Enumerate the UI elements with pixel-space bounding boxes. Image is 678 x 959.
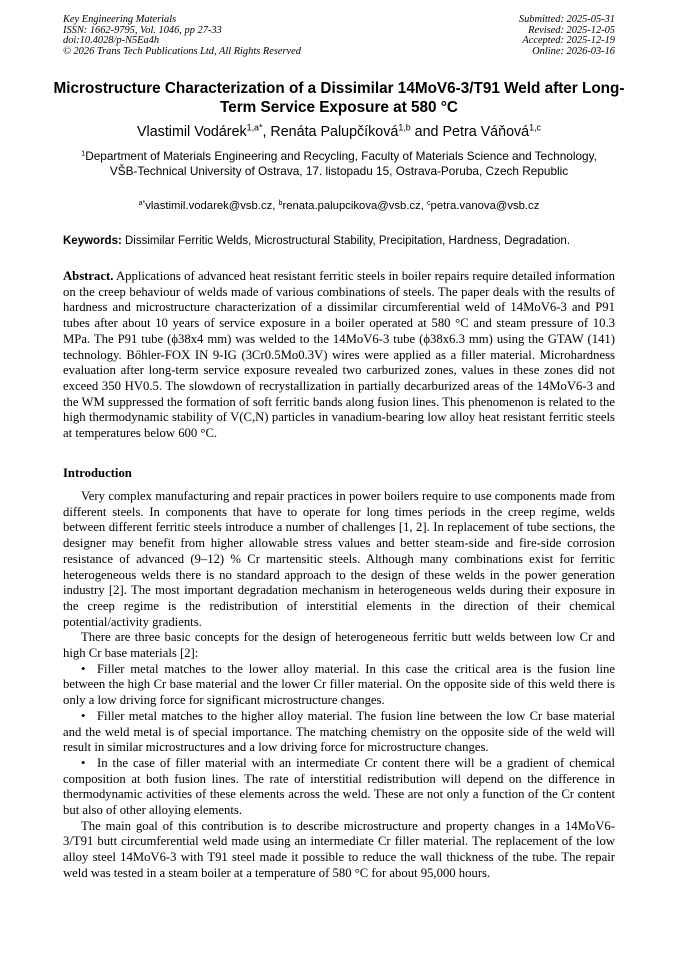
affiliation xyxy=(70,149,608,179)
abstract-text: Applications of advanced heat resistant ferritic steels in boiler repairs require detailed information on the creep behaviour of welds made of various combinations of steels. The paper deals with the results of hardness and microstructure characterization of a dissimilar circumferential weld of 14MoV6-3 and P91 tubes after about 10 years of service exposure in a boiler operated at 580 °C and steam pressure of 10.3 MPa. The P91 tube (ϕ38x4 mm) was welded to the 14MoV6-3 tube (ϕ38x6.3 mm) using the GTAW (141) technology. Bőhler-FOX IN 9-IG (3Cr0.5Mo0.3V) wires were applied as a filler material. Microhardness evaluation after long-term service exposure revealed two carburized zones, values in these zones did not exceed 350 HV0.5. The slowdown of recrystallization in partially decarburized areas of the 14MoV6-3 and the WM suppressed the formation of soft ferritic bands along fusion lines. This phenomenon is related to the high thermodynamic stability of V(C,N) particles in vanadium-bearing low alloy heat resistant ferritic steels at temperatures below 600 °C. xyxy=(63,269,615,441)
author-sup: 1,a* xyxy=(246,122,263,133)
author-name: Vlastimil Vodárek xyxy=(137,124,247,140)
author-list xyxy=(40,123,638,141)
intro-paragraph: The main goal of this contribution is to describe microstructure and property changes in a 14MoV6-3/T91 butt circumferential weld made using an intermediate Cr filler material. The replacement of the low alloy steel 14MoV6-3 with T91 steel made it possible to reduce the wall thickness of the tube. The repair weld was tested in a steam boiler at a temperature of 580 °C for about 95,000 hours. xyxy=(63,818,615,880)
submitted-date: Submitted: 2025-05-31 xyxy=(518,14,615,25)
introduction-body xyxy=(63,489,615,882)
intro-paragraph: Very complex manufacturing and repair practices in power boilers require to use components made from different steels. In components that have to operate for long times periods in the creep regime, welds between different ferritic steels introduce a number of challenges [1, 2]. In replacement of tube sections, the designer may benefit from higher allowable stress values and better steam-side and fire-side corrosion resistance of advanced (9–12) % Cr martensitic steels. Although many combinations exist for ferritic heterogeneous welds there is no standard approach to the design of these welds in the power generation industry [2]. The most important degradation mechanism in heterogeneous welds during their exposure in the creep regime is the redistribution of interstitial elements in the direction of their chemical potential/activity gradients. xyxy=(63,489,615,629)
email-separator: , xyxy=(420,200,428,212)
paper-title: Microstructure Characterization of a Dissimilar 14MoV6-3/T91 Weld after Long-Term Service Exposure at 580 °C xyxy=(53,80,625,116)
bullet-text: In the case of filler material with an intermediate Cr content there will be a gradient of chemical composition at both fusion lines. The rate of interstitial redistribution will depend on the difference in thermodynamic activities of these elements across the weld. These are not only a function of the Cr content but also of other alloying elements. xyxy=(63,755,615,818)
author-sup: 1,c xyxy=(529,122,541,133)
email-address[interactable]: petra.vanova@vsb.cz xyxy=(430,200,540,212)
bullet-icon: • xyxy=(81,708,86,723)
affiliation-sup: 1 xyxy=(81,148,86,158)
journal-info xyxy=(63,15,301,58)
email-sup: b xyxy=(278,199,283,207)
bullet-text: Filler metal matches to the lower alloy material. In this case the critical area is the fusion line between the high Cr base material and the lower Cr filler material. On the opposite side of this weld there is only a low driving force for significant microstructure changes. xyxy=(63,661,615,708)
bullet-item xyxy=(63,662,615,709)
doi-line[interactable]: doi:10.4028/p-N5Ea4h xyxy=(63,35,160,47)
revised-date: Revised: 2025-12-05 xyxy=(528,24,615,36)
publication-dates xyxy=(519,15,615,58)
intro-paragraph: There are three basic concepts for the design of heterogeneous ferritic butt welds between low Cr and high Cr base materials [2]: xyxy=(63,630,615,661)
abstract-label: Abstract. xyxy=(63,269,114,283)
accepted-date: Accepted: 2025-12-19 xyxy=(522,35,615,47)
abstract xyxy=(63,269,615,442)
introduction-heading: Introduction xyxy=(63,466,132,480)
email-address[interactable]: vlastimil.vodarek@vsb.cz xyxy=(145,200,273,212)
affiliation-text: Department of Materials Engineering and Recycling, Faculty of Materials Science and Technology, VŠB-Technical University of Ostrava, 17. listopadu 15, Ostrava-Poruba, Czech Republic xyxy=(85,149,597,178)
email-list xyxy=(40,199,638,214)
bullet-text: Filler metal matches to the higher alloy material. The fusion line between the low Cr base material and the weld metal is of special importance. The matching chemistry on the opposite side of the weld will result in similar microstructures and a low driving force for microstructure changes. xyxy=(63,708,615,755)
bullet-item xyxy=(63,756,615,819)
bullet-item xyxy=(63,709,615,756)
online-date: Online: 2026-03-16 xyxy=(532,46,615,58)
author-separator: , xyxy=(262,124,271,140)
email-sup: a* xyxy=(138,199,146,207)
keywords xyxy=(63,234,615,249)
issn-line: ISSN: 1662-9795, Vol. 1046, pp 27-33 xyxy=(63,24,222,36)
keywords-label: Keywords: xyxy=(63,235,122,247)
keywords-text: Dissimilar Ferritic Welds, Microstructural Stability, Precipitation, Hardness, Degradation. xyxy=(125,235,571,247)
email-sup: c xyxy=(427,199,431,207)
email-address[interactable]: renata.palupcikova@vsb.cz xyxy=(282,200,421,212)
bullet-icon: • xyxy=(81,661,86,676)
copyright-line: © 2026 Trans Tech Publications Ltd, All Rights Reserved xyxy=(63,46,301,58)
bullet-icon: • xyxy=(81,755,86,770)
author-name: Petra Váňová xyxy=(442,124,530,140)
email-separator: , xyxy=(272,200,279,212)
author-sup: 1,b xyxy=(398,122,411,133)
author-separator: and xyxy=(410,124,443,140)
journal-name: Key Engineering Materials xyxy=(63,14,177,25)
author-name: Renáta Palupčíková xyxy=(270,124,399,140)
